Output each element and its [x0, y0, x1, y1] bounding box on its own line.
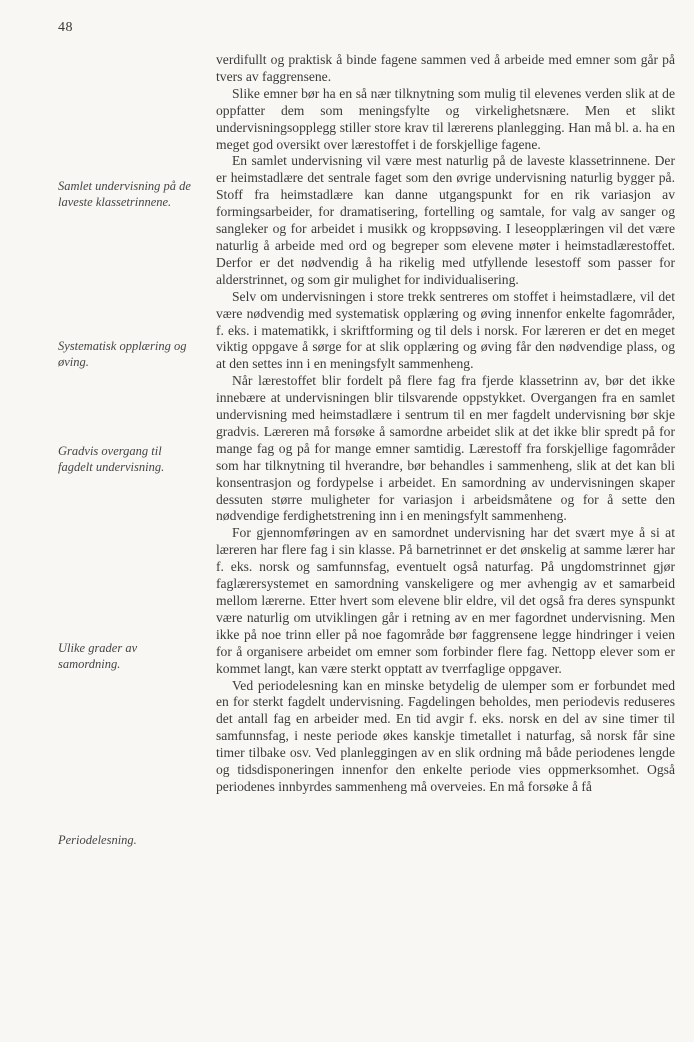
- margin-note-gradvis: Gradvis overgang til fagdelt undervisning.: [58, 444, 165, 474]
- paragraph: En samlet undervisning vil være mest naturlig på de laveste klassetrinnene. Der er heimstadlære det sentrale faget som den øvrige undervisning naturlig bygger på. Stoff fra heimstadlære kan danne utgangspunkt for en rik variasjon av formingsarbeider, for dramatisering, fortelling og samtale, for valg av sanger og sangleker og for arbeidet i musikk og kroppsøving. I leseopplæringen vil det være naturlig å arbeide med ord og begreper som elevene møter i heimstadlærestoffet. Derfor er det nødvendig å ha rikelig med utfyllende lesestoff som passer for alderstrinnet, og som gir mulighet for individualisering.: [216, 153, 675, 287]
- margin-note-ulike: Ulike grader av samordning.: [58, 641, 138, 671]
- margin-note-periode: Periodelesning.: [58, 833, 137, 847]
- paragraph: Når lærestoffet blir fordelt på flere fag fra fjerde klassetrinn av, bør det ikke innebære at undervisningen blir tilsvarende oppstykket. Overgangen fra en samlet undervisning med heimstadlære i sentrum til en mer fagdelt undervisning bør skje gradvis. Læreren må forsøke å samordne arbeidet slik at det ikke blir spredt på for mange fag og på for mange emner samtidig. Lærestoff fra forskjellige fagområder som har tilknytning til hverandre, bør behandles i sammenheng, slik at det kan bli konsentrasjon og fordypelse i arbeidet. En samordning av undervisningen skaper dessuten større muligheter for variasjon i arbeidsmåtene og for å sette den nødvendige ferdighetstrening inn i en meningsfylt sammenheng.: [216, 373, 675, 524]
- paragraph: Selv om undervisningen i store trekk sentreres om stoffet i heimstadlære, vil det være nødvendig med systematisk opplæring og øving innenfor enkelte fagområder, f. eks. i matematikk, i skriftforming og til dels i norsk. For læreren er det en meget viktig oppgave å sørge for at slik opplæring og øving får den nødvendige plass, og at den settes inn i en meningsfylt sammenheng.: [216, 288, 675, 372]
- paragraph: verdifullt og praktisk å binde fagene sammen ved å arbeide med emner som går på tvers av faggrensene.: [216, 52, 675, 84]
- paragraph: For gjennomføringen av en samordnet undervisning har det svært mye å si at læreren har flere fag i sin klasse. På barnetrinnet er det ønskelig at samme lærer har f. eks. norsk og samfunnsfag, eventuelt også naturfag. På ungdomstrinnet gjør faglærersystemet en samordning vanskeligere og mer avhengig av et samarbeid mellom lærerne. Etter hvert som elevene blir eldre, vil det også fra deres synspunkt være naturlig om utviklingen går i retning av en mer fagordnet undervisning. Men ikke på noe trinn eller på noe fagområde bør faggrensene legge hindringer i veien for å organisere arbeidet om emner som forbinder flere fag. Nettopp elever som er kommet langt, kan være sterkt opptatt av tverrfaglige oppgaver.: [216, 525, 675, 676]
- body-text: [216, 52, 675, 796]
- paragraph: Slike emner bør ha en så nær tilknytning som mulig til elevenes verden slik at de oppfatter dem som meningsfylte og virkelighetsnære. Men et slikt undervisningsopplegg stiller store krav til lærerens planlegging. Han må bl. a. ha en meget god oversikt over lærestoffet i de forskjellige fagene.: [216, 85, 675, 152]
- paragraph: Ved periodelesning kan en minske betydelig de ulemper som er forbundet med en for sterkt fagdelt undervisning. Fagdelingen beholdes, men periodevis reduseres det antall fag en arbeider med. En tid avgir f. eks. norsk en del av sine timer til samfunnsfag, i neste periode økes kanskje timetallet i naturfag, så norsk får sine timer tilbake osv. Ved planleggingen av en slik ordning må både periodenes lengde og tidsdisponeringen innenfor den enkelte periode vies oppmerksomhet. Også periodenes innbyrdes sammenheng må overveies. En må forsøke å få: [216, 677, 675, 794]
- margin-note-systematisk: Systematisk opplæring og øving.: [58, 339, 187, 369]
- margin-note-samlet: Samlet undervisning på de laveste klassetrinnene.: [58, 179, 191, 209]
- page-number: 48: [58, 20, 73, 35]
